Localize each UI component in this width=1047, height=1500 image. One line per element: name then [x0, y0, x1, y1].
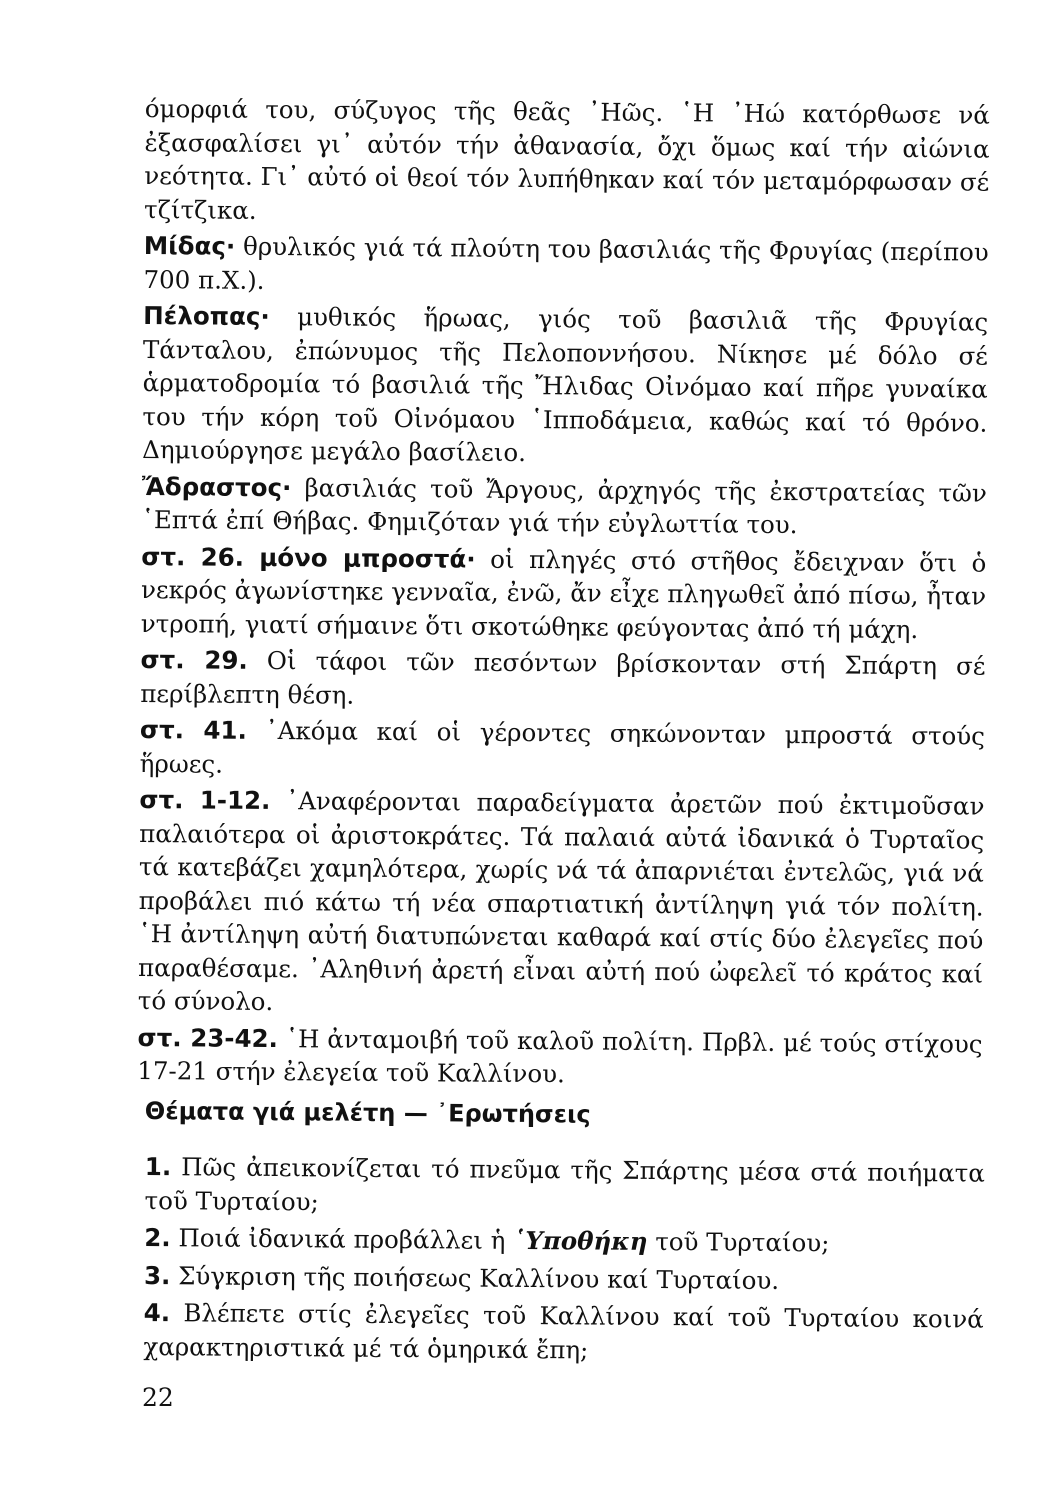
question-text: Ποιά ἰδανικά προβάλλει ἡ — [170, 1223, 514, 1255]
question-number: 4. — [143, 1297, 171, 1328]
note-paragraph — [137, 1020, 983, 1094]
note-paragraph — [143, 229, 989, 303]
note-term: στ. 29. — [140, 644, 248, 675]
note-term: Μίδας· — [143, 230, 236, 261]
note-text: βασιλιάς τοῦ Ἄργους, ἀρχηγός τῆς ἐκστρατείας τῶν ῾Επτά ἐπί Θήβας. Φημιζόταν γιά τήν εὐγλωττία του. — [141, 472, 987, 540]
question-text-tail: τοῦ Τυρταίου; — [647, 1226, 830, 1258]
question-item — [144, 1150, 985, 1224]
note-text: Οἱ τάφοι τῶν πεσόντων βρίσκονταν στή Σπάρτη σέ περίβλεπτη θέση. — [140, 645, 986, 710]
note-paragraph — [140, 713, 986, 787]
question-text: Σύγκριση τῆς ποιήσεως Καλλίνου καί Τυρταίου. — [170, 1260, 780, 1295]
glossary-notes — [137, 92, 990, 1097]
question-item — [144, 1221, 984, 1261]
question-item — [143, 1296, 984, 1370]
page-number: 22 — [142, 1383, 174, 1412]
question-number: 1. — [144, 1151, 172, 1182]
note-text: θρυλικός γιά τά πλούτη του βασιλιάς τῆς Φρυγίας (περίπου 700 π.Χ.). — [143, 231, 989, 295]
note-paragraph — [140, 643, 986, 717]
question-item — [144, 1258, 984, 1298]
note-text: όμορφιά του, σύζυγος τῆς θεᾶς ᾿Ηῶς. ῾Η ᾿Ηώ κατόρθωσε νά ἐξασφαλίσει γι᾿ αὐτόν τήν ἀθανασία, ὄχι ὅμως καί τήν αἰώνια νεότητα. Γι᾿ αὐτό οἱ θεοί τόν λυπήθηκαν καί τόν μεταμόρφωσαν σέ τζίτζικα. — [143, 93, 990, 225]
note-term: στ. 23-42. — [137, 1022, 279, 1053]
note-term: στ. 26. μόνο μπροστά· — [141, 541, 476, 574]
study-questions-list — [143, 1150, 985, 1374]
question-number: 3. — [143, 1260, 171, 1290]
note-term: Ἄδραστος· — [141, 471, 292, 502]
note-term: Πέλοπας· — [143, 300, 270, 331]
question-number: 2. — [144, 1222, 171, 1253]
note-paragraph — [142, 469, 988, 543]
question-text: Βλέπετε στίς ἐλεγεῖες τοῦ Καλλίνου καί τοῦ Τυρταίου κοινά χαρακτηριστικά μέ τά ὁμηρικά ἔπη; — [143, 1298, 984, 1364]
question-title-emphasis: ῾Υποθήκη — [513, 1225, 648, 1256]
note-text: οἱ πληγές στό στῆθος ἔδειχναν ὅτι ὁ νεκρός ἀγωνίστηκε γενναῖα, ἐνῶ, ἄν εἶχε πληγωθεῖ ἀπό πίσω, ἦταν ντροπή, γιατί σήμαινε ὅτι σκοτώθηκε φεύγοντας ἀπό τή μάχη. — [140, 544, 987, 644]
note-term: στ. 1-12. — [139, 784, 271, 816]
note-term: στ. 41. — [139, 714, 247, 745]
note-paragraph — [144, 92, 990, 233]
note-text: μυθικός ἥρωας, γιός τοῦ βασιλιᾶ τῆς Φρυγίας Τάνταλου, ἐπώνυμος τῆς Πελοποννήσου. Νίκησε μέ δόλο σέ ἁρματοδρομία τό βασιλιά τῆς Ἤλιδας Οἰνόμαο καί πῆρε γυναίκα του τήν κόρη τοῦ Οἰνόμαου ῾Ιπποδάμεια, καθώς καί τό θρόνο. Δημιούργησε μεγάλο βασίλειο. — [142, 301, 989, 468]
study-topics-heading: Θέματα γιά μελέτη — ᾿Ερωτήσεις — [144, 1096, 591, 1129]
note-paragraph — [138, 783, 985, 1024]
note-text: ᾿Ακόμα καί οἱ γέροντες σηκώνονταν μπροστά στούς ἥρωες. — [139, 715, 986, 779]
note-paragraph — [142, 299, 988, 473]
note-text: ῾Η ἀνταμοιβή τοῦ καλοῦ πολίτη. Πρβλ. μέ τούς στίχους 17-21 στήν ἐλεγεία τοῦ Καλλίνου. — [137, 1023, 983, 1089]
note-paragraph — [141, 539, 987, 646]
question-text: Πῶς ἀπεικονίζεται τό πνεῦμα τῆς Σπάρτης μέσα στά ποιήματα τοῦ Τυρταίου; — [144, 1152, 985, 1216]
note-text: ᾿Αναφέρονται παραδείγματα ἀρετῶν πού ἐκτιμοῦσαν παλαιότερα οἱ ἀριστοκράτες. Τά παλαιά αὐτά ἰδανικά ὁ Τυρταῖος τά κατεβάζει χαμηλότερα, χωρίς νά τά ἀπαρνιέται ἐντελῶς, γιά νά προβάλει πιό κάτω τή νέα σπαρτιατική ἀντίληψη γιά τόν πολίτη. ῾Η ἀντίληψη αὐτή διατυπώνεται καθαρά καί στίς δύο ἐλεγεῖες πού παραθέσαμε. ᾿Αληθινή ἀρετή εἶναι αὐτή πού ὠφελεῖ τό κράτος καί τό σύνολο. — [137, 786, 985, 1017]
